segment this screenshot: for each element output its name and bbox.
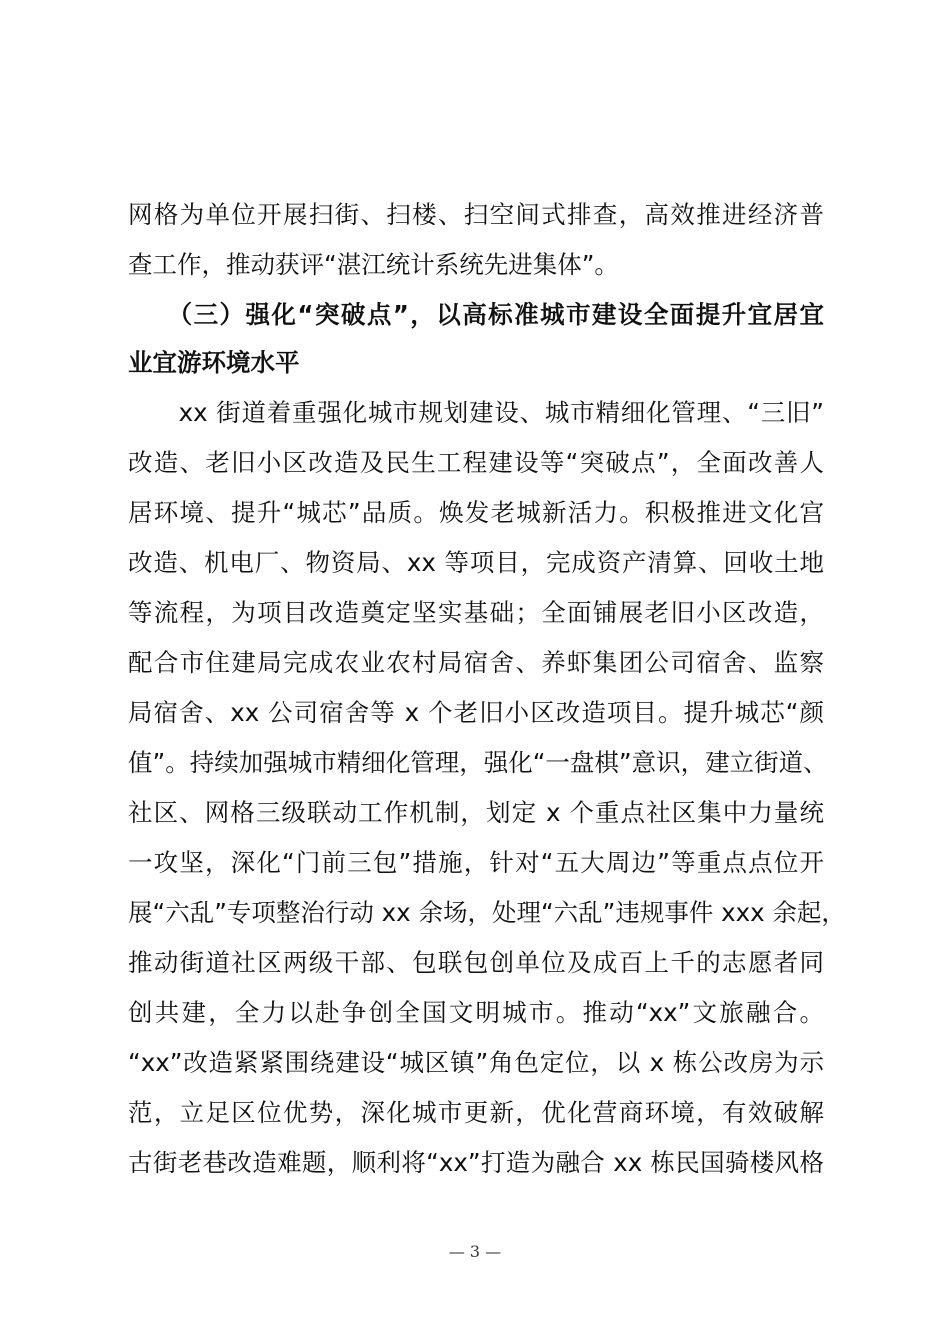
section-heading: （三）强化“突破点”，以高标准城市建设全面提升宜居宜	[128, 300, 824, 329]
text-line: 局宿舍、xx 公司宿舍等 x 个老旧小区改造项目。提升城芯“颜	[128, 698, 824, 727]
text-line: 配合市住建局完成农业农村局宿舍、养虾集团公司宿舍、监察	[128, 648, 824, 677]
text-line: 一攻坚，深化“门前三包”措施，针对“五大周边”等重点点位开	[128, 848, 824, 877]
text-line: 网格为单位开展扫街、扫楼、扫空间式排查，高效推进经济普	[128, 200, 824, 229]
text-line: 等流程，为项目改造奠定坚实基础；全面铺展老旧小区改造，	[128, 598, 824, 627]
text-line: 范，立足区位优势，深化城市更新，优化营商环境，有效破解	[128, 1098, 824, 1127]
text-line: 社区、网格三级联动工作机制，划定 x 个重点社区集中力量统	[128, 798, 824, 827]
text-line: 值”。持续加强城市精细化管理，强化“一盘棋”意识，建立街道、	[128, 748, 828, 777]
text-line: xx 街道着重强化城市规划建设、城市精细化管理、“三旧”	[128, 398, 824, 427]
page-number: — 3 —	[448, 1242, 502, 1261]
text-line: “xx”改造紧紧围绕建设“城区镇”角色定位，以 x 栋公改房为示	[128, 1048, 824, 1077]
text-line: 改造、老旧小区改造及民生工程建设等“突破点”，全面改善人	[128, 448, 824, 477]
text-line: 查工作，推动获评“湛江统计系统先进集体”。	[128, 250, 619, 279]
section-heading: 业宜游环境水平	[128, 348, 300, 377]
text-line: 展“六乱”专项整治行动 xx 余场，处理“六乱”违规事件 xxx 余起，	[128, 898, 846, 927]
text-line: 居环境、提升“城芯”品质。焕发老城新活力。积极推进文化宫	[128, 498, 824, 527]
text-line: 推动街道社区两级干部、包联包创单位及成百上千的志愿者同	[128, 948, 824, 977]
text-line: 古街老巷改造难题，顺利将“xx”打造为融合 xx 栋民国骑楼风格	[128, 1148, 824, 1177]
text-line: 创共建，全力以赴争创全国文明城市。推动“xx”文旅融合。	[128, 998, 824, 1027]
text-line: 改造、机电厂、物资局、xx 等项目，完成资产清算、回收土地	[128, 548, 824, 577]
